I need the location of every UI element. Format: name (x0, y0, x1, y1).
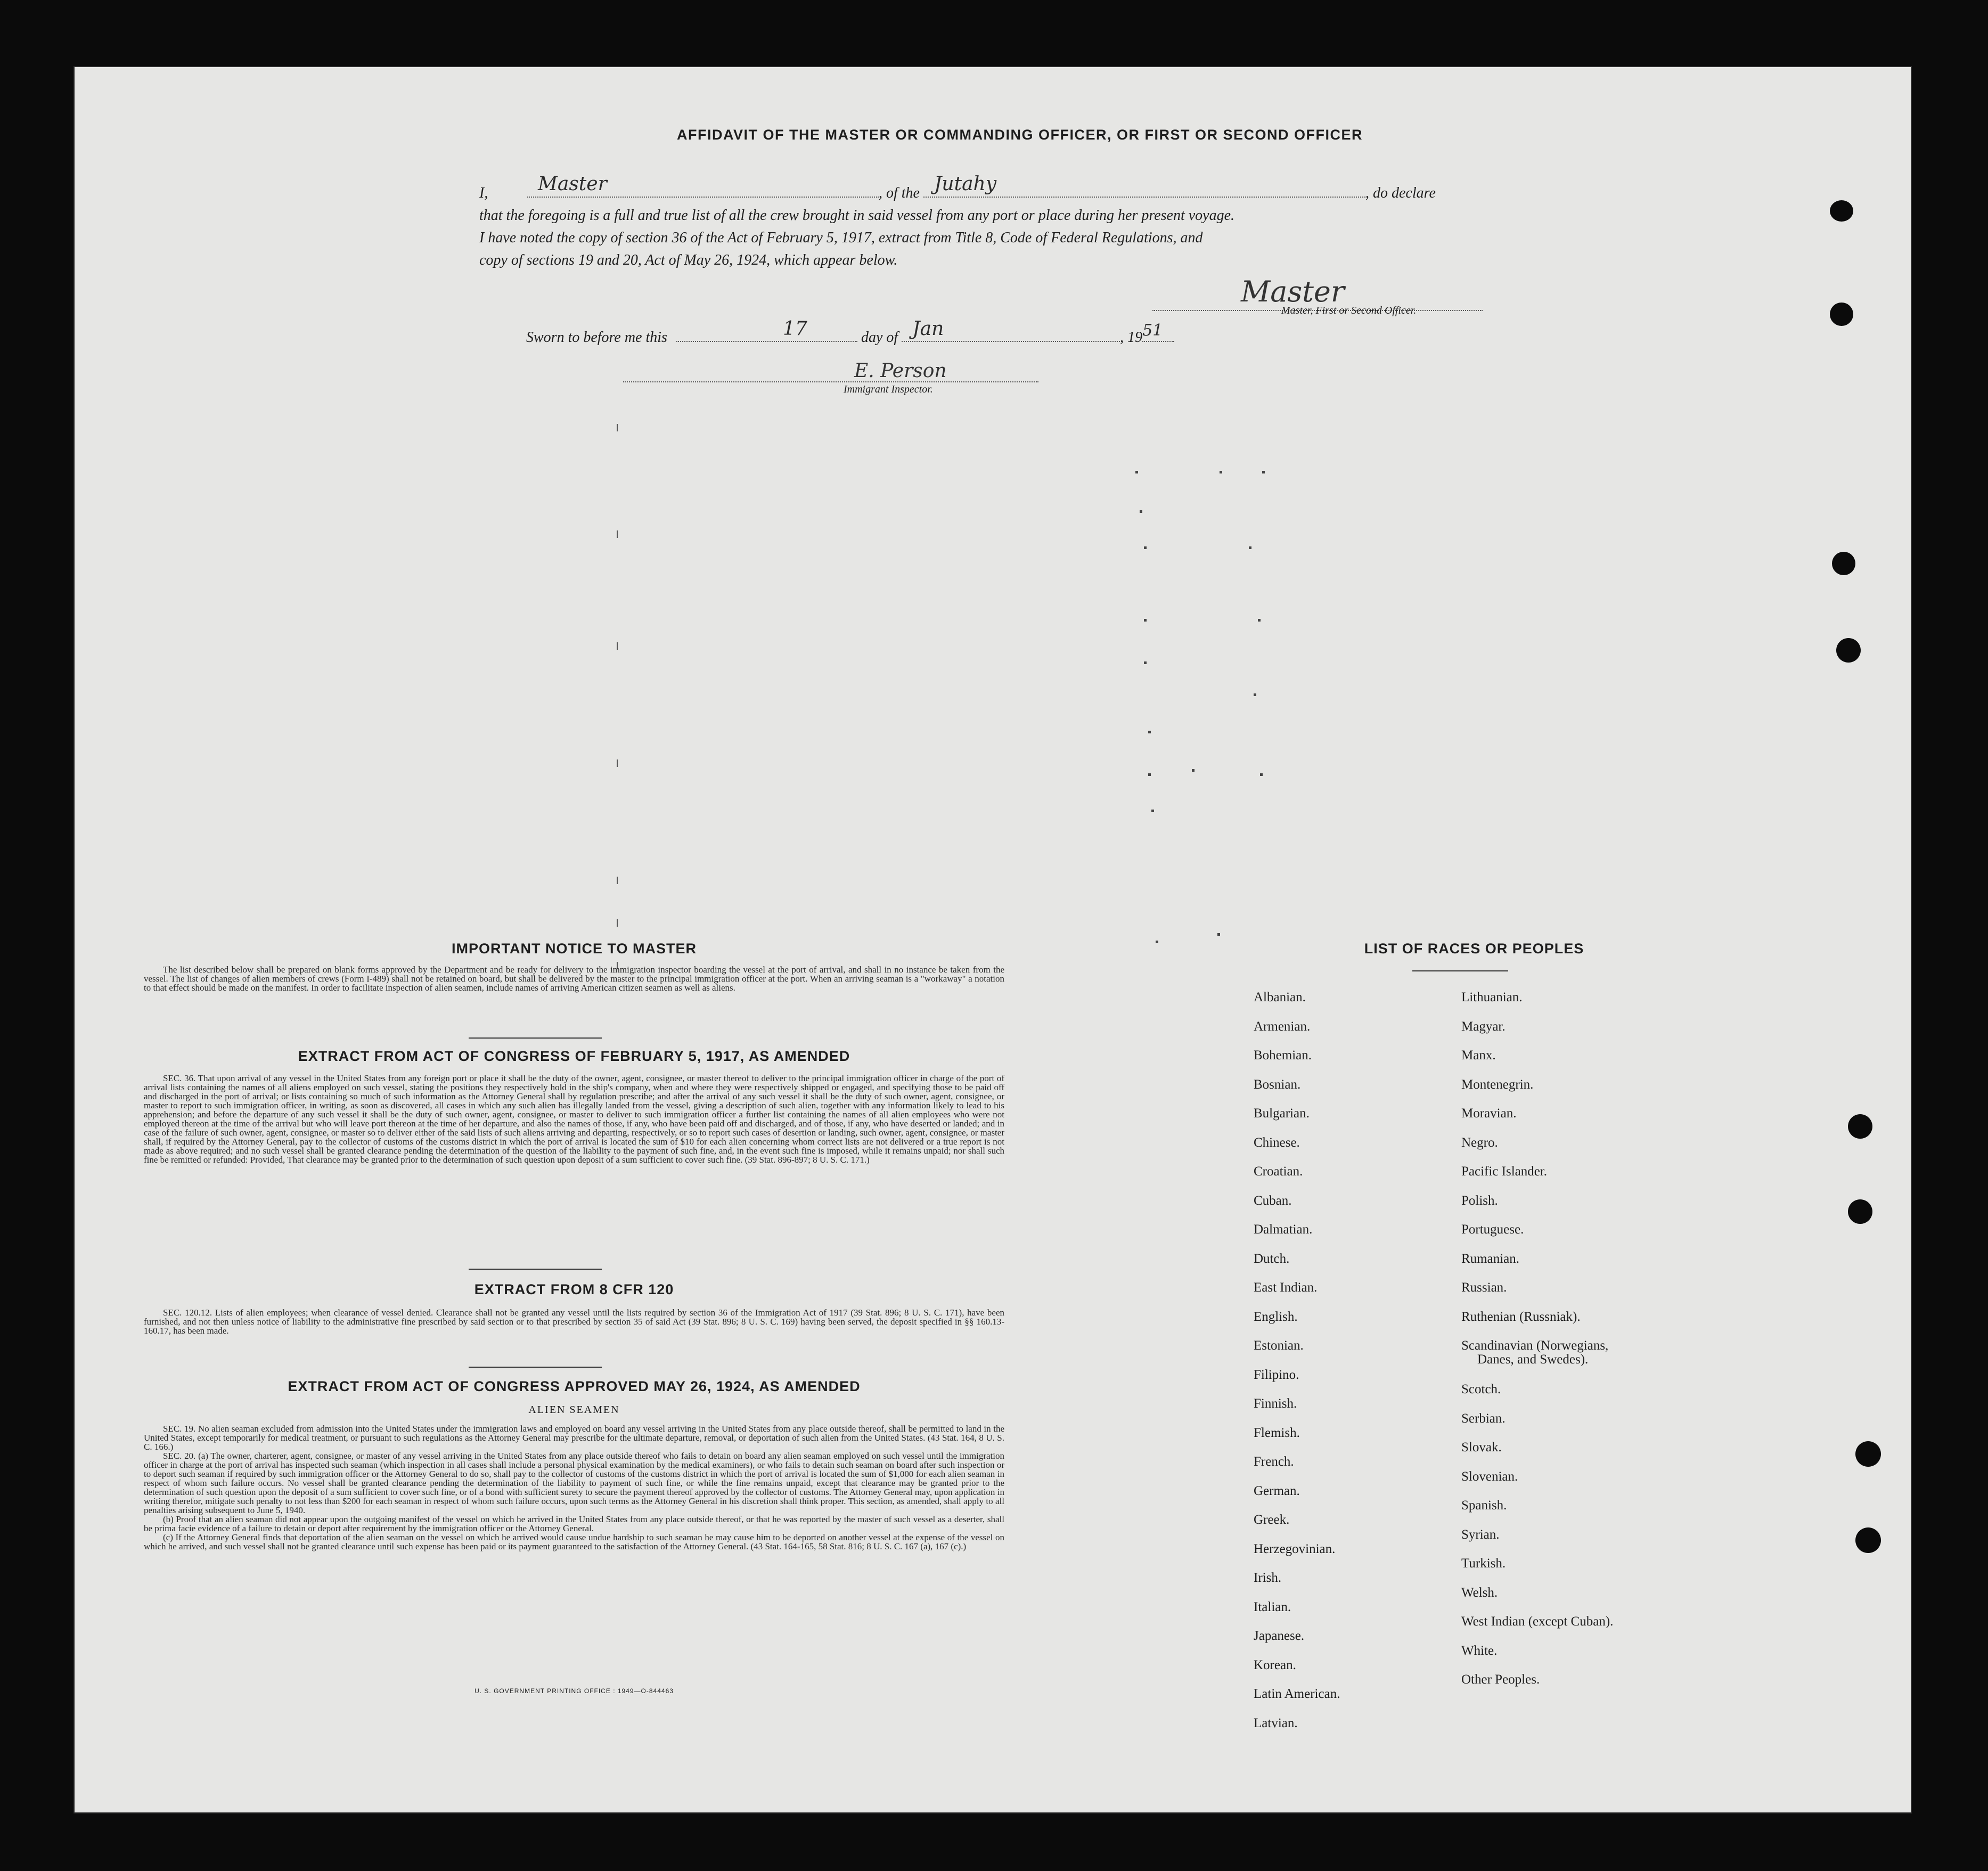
race-item: Manx. (1461, 1048, 1496, 1063)
races-left-column (1254, 990, 1456, 1744)
race-item: West Indian (except Cuban). (1461, 1614, 1614, 1629)
race-item: Dalmatian. (1254, 1222, 1313, 1237)
sworn-line (526, 318, 1325, 346)
race-item: Magyar. (1461, 1019, 1506, 1034)
ruling-mark (1140, 510, 1142, 513)
extract-1917-title: EXTRACT FROM ACT OF CONGRESS OF FEBRUARY 5, 1917, AS AMENDED (298, 1048, 850, 1064)
declaration-line-1 (479, 173, 1587, 205)
race-item: Latvian. (1254, 1715, 1298, 1730)
ruling-mark (1144, 619, 1147, 622)
race-item: Moravian. (1461, 1106, 1517, 1121)
inspector-caption: Immigrant Inspector. (844, 383, 933, 395)
ruling-mark (1144, 661, 1147, 664)
month-field (902, 318, 1120, 342)
race-item: German. (1254, 1483, 1300, 1498)
race-item: Portuguese. (1461, 1222, 1524, 1237)
declaration-text (479, 173, 1587, 272)
extract-cfr-text (144, 1308, 1004, 1335)
race-item: Scandinavian (Norwegians, (1461, 1338, 1609, 1353)
race-item: French. (1254, 1455, 1294, 1469)
race-item: Greek. (1254, 1513, 1290, 1527)
race-item: Syrian. (1461, 1527, 1500, 1542)
race-item: Chinese. (1254, 1135, 1300, 1150)
ruling-mark (617, 642, 618, 650)
rank-handwriting: Master (538, 173, 607, 195)
year-prefix: , 19 (1120, 329, 1143, 346)
race-item: Irish. (1254, 1571, 1282, 1585)
race-item: Polish. (1461, 1193, 1498, 1208)
race-item: Croatian. (1254, 1164, 1303, 1179)
race-item: Ruthenian (Russniak). (1461, 1309, 1581, 1324)
inspector-signature: E. Person (854, 360, 947, 382)
race-item: Rumanian. (1461, 1251, 1520, 1266)
race-item: Cuban. (1254, 1193, 1292, 1208)
declaration-line-4: copy of sections 19 and 20, Act of May 26, 1924, which appear below. (479, 252, 898, 268)
race-item: Slovak. (1461, 1440, 1502, 1455)
races-title: LIST OF RACES OR PEOPLES (1364, 941, 1584, 957)
declaration-line-2: that the foregoing is a full and true list of all the crew brought in said vessel from any port or place during her present voyage. (479, 207, 1235, 224)
race-item: Japanese. (1254, 1629, 1305, 1643)
race-item: Lithuanian. (1461, 990, 1523, 1004)
extract-1917-paragraph: SEC. 36. That upon arrival of any vessel in the United States from any foreign port or place it shall be the duty of the owner, agent, consignee, or master thereof to deliver to the principal immigration officer in charge of the port of arrival lists containing the names of all aliens employed on such vessel, stating the positions they respectively hold in the ship's company, when and where they were respectively shipped or engaged, and specifying those to be paid off and discharged in the port of arrival; or lists containing so much of such information as the Attorney General shall by regulation prescribe; and after the arrival of any such vessel it shall be the duty of such owner, agent, consignee, or master to report to such immigration officer, in writing, as soon as discovered, all cases in which any such alien has illegally landed from the vessel, giving a description of such alien, together with any information likely to lead to his apprehension; and before the departure of any such vessel it shall be the duty of such owner, agent, consignee, or master to deliver to such immigration officer a further list containing the names of all alien employees who were not employed thereon at the time of the arrival but who will leave port thereon at the time of her departure, and also the names of those, if any, who have been paid off and discharged, and of those, if any, who have deserted or landed; and in case of the failure of such owner, agent, consignee, or master so to deliver either of the said lists of such aliens arriving and departing, respectively, or so to report such cases of desertion or landing, such owner, agent, consignee, or master shall, if required by the Attorney General, pay to the collector of customs of the customs district in which the port of arrival is located the sum of $10 for each alien concerning whom correct lists are not delivered or a true report is not made as above required; and no such vessel shall be granted clearance pending the determination of the question of the liability to the payment of such fine, and, in the event such fine is imposed, while it remains unpaid; nor shall such fine be remitted or refunded: Provided, That clearance may be granted prior to the determination of such question upon deposit of a sum sufficient to cover such fine. (39 Stat. 896-897; 8 U. S. C. 171.) (144, 1073, 1004, 1165)
race-item: Albanian. (1254, 990, 1306, 1004)
ruling-mark (1220, 471, 1222, 473)
race-item: Dutch. (1254, 1251, 1290, 1266)
affidavit-title: AFFIDAVIT OF THE MASTER OR COMMANDING OFFICER, OR FIRST OR SECOND OFFICER (677, 127, 1363, 143)
punch-hole (1848, 1199, 1872, 1224)
section-divider (469, 1367, 602, 1368)
race-item: Negro. (1461, 1135, 1498, 1150)
races-list-left (1254, 990, 1456, 1744)
extract-cfr-title: EXTRACT FROM 8 CFR 120 (474, 1281, 674, 1297)
race-item: Welsh. (1461, 1585, 1498, 1600)
printing-office-imprint: U. S. GOVERNMENT PRINTING OFFICE : 1949—O-844463 (474, 1687, 674, 1695)
extract-1924-sec20c: (c) If the Attorney General finds that deportation of the alien seaman on the vessel on which he arrived would cause undue hardship to such seaman he may cause him to be deported on another vessel at the expense of the vessel on which he arrived, and such vessel shall not be granted clearance until such expense has been paid or its payment guaranteed to the satisfaction of the Attorney General. (43 Stat. 164-165, 58 Stat. 816; 8 U. S. C. 167 (a), 167 (c).) (144, 1532, 1004, 1551)
extract-1924-sec20a: SEC. 20. (a) The owner, charterer, agent, consignee, or master of any vessel arriving in the United States from any place outside thereof who fails to detain on board any alien seaman employed on such vessel until the immigration officer in charge at the port of arrival has inspected such seaman (which inspection in all cases shall include a personal physical examination by the medical examiners), or who fails to detain such seaman on board after such inspection or to deport such seaman if required by such immigration officer or the Attorney General to do so, shall pay to the collector of customs of the customs district in which the port of arrival is located the sum of $1,000 for each alien seaman in respect of whom such failure occurs. No vessel shall be granted clearance pending the determination of the liability to payment of such fine, or while the fine remains unpaid, except that clearance may be granted prior to the determination of such question upon the deposit of a sum sufficient to cover such fine, or of a bond with sufficient surety to secure the payment thereof approved by the collector of customs. The Attorney General may, upon application in writing therefor, mitigate such penalty to not less than $200 for each seaman in respect of whom such failure occurs, upon such terms as the Attorney General in his discretion shall think proper. This section, as amended, shall apply to all penalties arising subsequent to June 5, 1940. (144, 1451, 1004, 1515)
ruling-mark (1144, 546, 1147, 549)
sworn-label: Sworn to before me this (526, 329, 667, 346)
rank-field (527, 173, 879, 198)
year-handwriting: 51 (1142, 321, 1163, 340)
race-item: Serbian. (1461, 1411, 1506, 1426)
race-item: Armenian. (1254, 1019, 1311, 1034)
ruling-mark (617, 919, 618, 927)
ruling-mark (1260, 773, 1263, 776)
ruling-mark (617, 530, 618, 538)
extract-1924-text (144, 1424, 1004, 1551)
ruling-mark (1217, 933, 1220, 936)
race-item: Slovenian. (1461, 1469, 1518, 1484)
day-of-label: day of (861, 329, 898, 346)
race-item: White. (1461, 1643, 1498, 1658)
punch-hole (1830, 303, 1853, 326)
extract-1924-subtitle: ALIEN SEAMEN (528, 1404, 620, 1416)
punch-hole (1855, 1527, 1881, 1553)
extract-1924-sec20b: (b) Proof that an alien seaman did not appear upon the outgoing manifest of the vessel on which he arrived in the United States from any place outside thereof, or that he was reported by the master of such vessel as a deserter, shall be prima facie evidence of a failure to detain or deport after requirement by the immigration officer or the Attorney General. (144, 1514, 1004, 1533)
ruling-mark (1254, 693, 1256, 696)
race-item: Other Peoples. (1461, 1672, 1540, 1687)
day-handwriting: 17 (782, 318, 807, 340)
extract-cfr-paragraph: SEC. 120.12. Lists of alien employees; when clearance of vessel denied. Clearance shall not be granted any vessel until the lists required by section 36 of the Immigration Act of 1917 (39 Stat. 896; 8 U. S. C. 171), have been furnished, and not then unless notice of liability to the administrative fine prescribed by said section or to that prescribed by section 35 of said Act (39 Stat. 896; 8 U. S. C. 169) having been served, the deposit specified in §§ 160.13-160.17, has been made. (144, 1308, 1004, 1336)
notice-text (144, 965, 1004, 992)
ruling-mark (1148, 773, 1151, 776)
notice-paragraph: The list described below shall be prepared on blank forms approved by the Department and be ready for delivery to the immigration inspector boarding the vessel at the port of arrival, and shall in no instance be taken from the vessel. The list of changes of alien members of crews (Form I-489) shall not be retained on board, but shall be delivered by the master to the principal immigration officer at the port. When an arriving seaman is a "workaway" a notation to that effect should be made on the manifest. In order to facilitate inspection of alien seamen, include names of arriving American citizen seamen as well as aliens. (144, 965, 1004, 993)
ruling-mark (1156, 941, 1158, 943)
race-item: Korean. (1254, 1657, 1296, 1672)
race-item: Danes, and Swedes). (1477, 1352, 1589, 1367)
ruling-mark (1249, 546, 1251, 549)
of-the-label: , of the (879, 185, 920, 201)
race-item: Montenegrin. (1461, 1077, 1534, 1092)
document-sheet (75, 67, 1911, 1812)
extract-1917-text (144, 1074, 1004, 1164)
extract-1924-title: EXTRACT FROM ACT OF CONGRESS APPROVED MAY 26, 1924, AS AMENDED (288, 1378, 861, 1394)
day-field (676, 318, 857, 342)
punch-hole (1832, 552, 1855, 575)
vessel-handwriting: Jutahy (934, 173, 997, 195)
race-item: Pacific Islander. (1461, 1164, 1548, 1179)
extract-1924-sec19: SEC. 19. No alien seaman excluded from admission into the United States under the immigration laws and employed on board any vessel arriving in the United States from any place outside thereof, shall be permitted to land in the United States, except temporarily for medical treatment, or pursuant to such regulations as the Attorney General may prescribe for the ultimate departure, removal, or deportation of such alien from the United States. (43 Stat. 164, 8 U. S. C. 166.) (144, 1424, 1004, 1452)
races-right-column (1461, 990, 1760, 1701)
punch-hole (1848, 1114, 1872, 1139)
ruling-mark (1148, 731, 1151, 733)
race-item: Spanish. (1461, 1498, 1507, 1513)
ruling-mark (1262, 471, 1265, 473)
race-item: Herzegovinian. (1254, 1541, 1336, 1556)
race-item: Turkish. (1461, 1556, 1506, 1571)
punch-hole (1836, 638, 1861, 663)
section-divider (469, 1269, 602, 1270)
ruling-mark (617, 759, 618, 767)
race-item: Flemish. (1254, 1425, 1300, 1440)
ruling-mark (1258, 619, 1261, 622)
race-item: English. (1254, 1309, 1298, 1324)
race-item: Bosnian. (1254, 1077, 1301, 1092)
race-item: Bohemian. (1254, 1048, 1312, 1063)
punch-hole (1830, 200, 1853, 222)
punch-hole (1855, 1441, 1881, 1467)
notice-title: IMPORTANT NOTICE TO MASTER (452, 941, 697, 957)
ruling-mark (1192, 769, 1195, 772)
ruling-mark (1135, 471, 1138, 473)
race-item: Latin American. (1254, 1687, 1340, 1701)
ruling-mark (617, 877, 618, 884)
race-item: Russian. (1461, 1280, 1507, 1295)
intro-i: I, (479, 185, 488, 201)
inspector-signature-line (623, 371, 1038, 382)
master-signature: Master (1241, 275, 1345, 308)
month-handwriting: Jan (912, 318, 944, 340)
master-signature-caption: Master, First or Second Officer. (1281, 305, 1417, 316)
vessel-field (923, 173, 1365, 198)
race-item: Scotch. (1461, 1382, 1501, 1396)
race-item: Bulgarian. (1254, 1106, 1310, 1121)
races-title-underline (1412, 970, 1508, 971)
race-item: Filipino. (1254, 1367, 1299, 1382)
declaration-line-3: I have noted the copy of section 36 of the Act of February 5, 1917, extract from Title 8, Code of Federal Regulations, and (479, 230, 1203, 246)
race-item: East Indian. (1254, 1280, 1318, 1295)
race-item: Estonian. (1254, 1338, 1304, 1353)
year-field (1142, 321, 1174, 342)
race-item: Finnish. (1254, 1396, 1297, 1411)
races-list-right (1461, 990, 1760, 1701)
race-item: Italian. (1254, 1599, 1291, 1614)
section-divider (469, 1037, 602, 1039)
do-declare-label: , do declare (1365, 185, 1436, 201)
ruling-mark (617, 424, 618, 431)
ruling-mark (1151, 810, 1154, 812)
